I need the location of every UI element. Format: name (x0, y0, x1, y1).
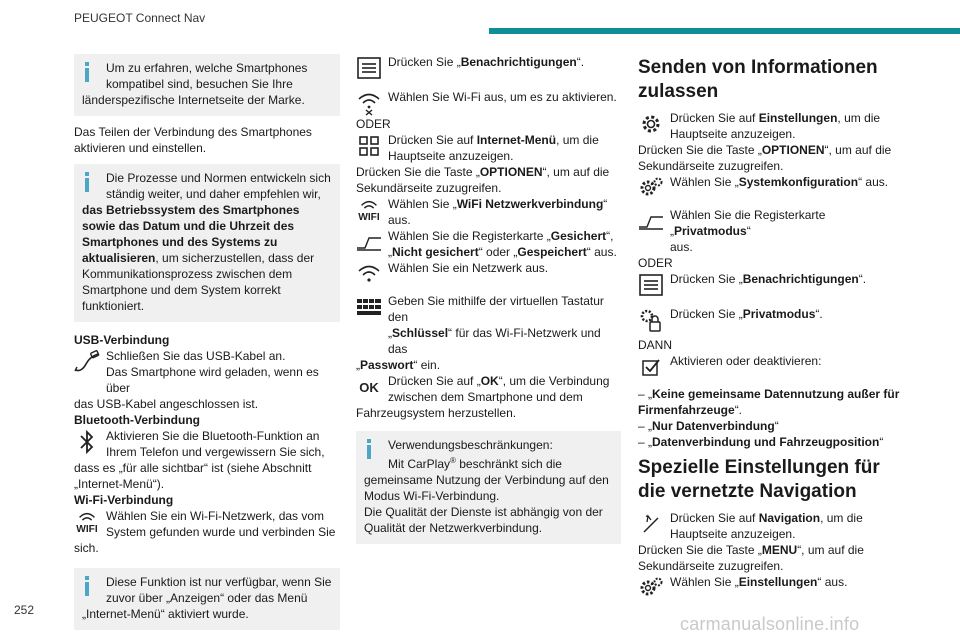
info-note-compatible-phones: Um zu erfahren, welche Smartphones kompatibel sind, besuchen Sie Ihre länderspezifische Internetseite der Marke. (74, 54, 340, 116)
info-note-restrictions: Verwendungsbeschränkungen: Mit CarPlay® beschränkt sich die gemeinsame Nutzung der Verbindung auf den Modus Wi-Fi-Verbindung. Die Qualität der Dienste ist abhängig von der Qualität der Netzwerkverbindung. (356, 431, 621, 544)
tab-icon (638, 208, 664, 234)
header-accent-bar (489, 28, 960, 34)
svg-text:OK: OK (359, 380, 379, 395)
step-system-config: Wählen Sie „Systemkonfiguration“ aus. (638, 174, 906, 201)
step-wifi-activate: Wählen Sie Wi-Fi aus, um es zu aktivieren. (356, 89, 621, 116)
heading-connected-navigation: Spezielle Einstellungen für die vernetzte Navigation (638, 457, 880, 502)
heading-wifi: Wi-Fi-Verbindung (74, 493, 174, 507)
notifications-list-icon (638, 272, 664, 298)
step-navigation: Drücken Sie auf Navigation, um die Hauptseite anzuzeigen. (638, 510, 906, 542)
wifi-off-icon (356, 90, 382, 116)
ok-icon (356, 374, 382, 400)
svg-text:WIFI: WIFI (76, 524, 98, 535)
step-activate-deactivate: Aktivieren oder deaktivieren: (638, 353, 906, 380)
heading-bluetooth: Bluetooth-Verbindung (74, 413, 200, 427)
tab-icon (356, 229, 382, 255)
grid-apps-icon (356, 133, 382, 159)
step-select-tab: Wählen Sie die Registerkarte „Gesichert“, „Nicht gesichert“ oder „Gespeichert“ aus. (356, 228, 621, 260)
oder-label: ODER (356, 117, 391, 131)
info-icon (84, 62, 90, 82)
svg-text:WIFI: WIFI (358, 212, 380, 223)
wifi-label-icon (356, 197, 382, 223)
column-middle: Drücken Sie „Benachrichtigungen“. Wählen Sie Wi-Fi aus, um es zu aktivieren. ODER Drücken Sie auf Internet-Menü, um die Hauptseite anzuzeigen. Drücken Sie die Taste „OPTIONEN“, um auf die Sekundärseite zuzugreifen. WIFI Wählen Sie „WiFi Netzwerkverbindung“ aus. Wählen Sie die Registerkarte „Gesichert“, „Nicht gesichert“ oder „Gespeichert“ aus. Wählen Sie ein Netzwerk aus. Geben Sie mithilfe der virtuellen Tastatur den „Schlüssel“ für das Wi-Fi-Netzwerk und das „Passwort“ ein. OK Drücken Sie auf „OK“, um die Verbindung zwischen dem Smartphone und dem Fahrzeugsystem herzustellen. Verwendungsbeschränkungen: Mit CarPlay® beschränkt sich die gemeinsame Nutzung der Verbindung auf den Modus Wi-Fi-Verbindung. Die Qualität der Dienste ist abhängig von der Qualität der Netzwerkverbindung. (356, 54, 621, 552)
step-notifications: Drücken Sie „Benachrichtigungen“. (356, 54, 621, 81)
step-bluetooth: Aktivieren Sie die Bluetooth-Funktion an Ihrem Telefon und vergewissern Sie sich, (74, 428, 340, 460)
paragraph-sharing: Das Teilen der Verbindung des Smartphones aktivieren und einstellen. (74, 125, 312, 155)
watermark: carmanualsonline.info (680, 614, 860, 634)
step-settings: Drücken Sie auf Einstellungen, um die Hauptseite anzuzeigen. (638, 110, 906, 142)
step-internet-menu: Drücken Sie auf Internet-Menü, um die Hauptseite anzuzeigen. (356, 132, 621, 164)
info-icon (366, 439, 372, 459)
info-note-function-availability: Diese Funktion ist nur verfügbar, wenn Sie zuvor über „Anzeigen“ oder das Menü „Internet-Menü“ aktiviert wurde. (74, 568, 340, 630)
step-wifi-network-connection: WIFI Wählen Sie „WiFi Netzwerkverbindung“ aus. (356, 196, 621, 228)
notifications-list-icon (356, 55, 382, 81)
step-nav-settings: Wählen Sie „Einstellungen“ aus. (638, 574, 906, 601)
step-usb: Schließen Sie das USB-Kabel an. Das Smartphone wird geladen, wenn es über (74, 348, 340, 396)
page-header-title: PEUGEOT Connect Nav (74, 11, 206, 25)
heading-send-information: Senden von Informationen zulassen (638, 57, 878, 102)
privacy-lock-icon (638, 307, 664, 333)
keyboard-icon (356, 294, 382, 320)
column-left: Um zu erfahren, welche Smartphones kompatibel sind, besuchen Sie Ihre länderspezifische Internetseite der Marke. Das Teilen der Verbindung des Smartphones aktivieren und einstellen. Die Prozesse und Normen entwickeln sich ständig weiter, und daher empfehlen wir, das Betriebssystem des Smartphones sowie das Datum und die Uhrzeit des Smartphones und des Systems zu aktualisieren, um sicherzustellen, dass der Kommunikationsprozess zwischen dem Smartphone und dem System korrekt funktioniert. USB-Verbindung Schließen Sie das USB-Kabel an. Das Smartphone wird geladen, wenn es über das USB-Kabel angeschlossen ist. Bluetooth-Verbindung Aktivieren Sie die Bluetooth-Funktion an Ihrem Telefon und vergewissern Sie sich, dass es „für alle sichtbar“ ist (siehe Abschnitt „Internet-Menü“). Wi-Fi-Verbindung WIFI Wählen Sie ein Wi-Fi-Netzwerk, das vom System gefunden wurde und verbinden Sie sich. Diese Funktion ist nur verfügbar, wenn Sie zuvor über „Anzeigen“ oder das Menü „Internet-Menü“ aktiviert wurde. (74, 54, 340, 638)
info-icon (84, 172, 90, 192)
step-private-mode-tab: Wählen Sie die Registerkarte „Privatmodus“ aus. (638, 207, 906, 255)
oder-label: ODER (638, 256, 673, 270)
step-private-mode: Drücken Sie „Privatmodus“. (638, 306, 906, 333)
step-select-network: Wählen Sie ein Netzwerk aus. (356, 260, 621, 287)
gears-icon (638, 575, 664, 601)
bluetooth-icon (74, 429, 100, 455)
page-number: 252 (14, 603, 35, 617)
step-notifications: Drücken Sie „Benachrichtigungen“. (638, 271, 906, 298)
wifi-icon (356, 261, 382, 287)
step-wifi: WIFI Wählen Sie ein Wi-Fi-Netzwerk, das vom System gefunden wurde und verbinden Sie (74, 508, 340, 540)
checkbox-icon (638, 354, 664, 380)
step-keyboard: Geben Sie mithilfe der virtuellen Tastatur den „Schlüssel“ für das Wi-Fi-Netzwerk und das (356, 293, 621, 357)
gears-icon (638, 175, 664, 201)
step-ok: OK Drücken Sie auf „OK“, um die Verbindung zwischen dem Smartphone und dem (356, 373, 621, 405)
usb-cable-icon (74, 349, 100, 375)
gear-icon (638, 111, 664, 137)
column-right: Senden von Informationen zulassen Drücken Sie auf Einstellungen, um die Hauptseite anzuzeigen. Drücken Sie die Taste „OPTIONEN“, um auf die Sekundärseite zuzugreifen. Wählen Sie „Systemkonfiguration“ aus. Wählen Sie die Registerkarte „Privatmodus“ aus. ODER Drücken Sie „Benachrichtigungen“. Drücken Sie „Privatmodus“. DANN Aktivieren oder deaktivieren: – „Keine gemeinsame Datennutzung außer für Firmenfahrzeuge“. – „Nur Datenverbindung“ – „Datenverbindung und Fahrzeugposition“ Spezielle Einstellungen für die vernetzte Navigation Drücken Sie auf Navigation, um die Hauptseite anzuzeigen. Drücken Sie die Taste „MENU“, um auf die Sekundärseite zuzugreifen. Wählen Sie „Einstellungen“ aus. (638, 54, 906, 601)
dann-label: DANN (638, 338, 673, 352)
info-note-updates: Die Prozesse und Normen entwickeln sich ständig weiter, und daher empfehlen wir, das Betriebssystem des Smartphones sowie das Datum und die Uhrzeit des Smartphones und des Systems zu aktualisieren, um sicherzustellen, dass der Kommunikationsprozess zwischen dem Smartphone und dem System korrekt funktioniert. (74, 164, 340, 322)
wifi-label-icon (74, 509, 100, 535)
navigation-arrow-icon (638, 511, 664, 537)
heading-usb: USB-Verbindung (74, 333, 170, 347)
info-icon (84, 576, 90, 596)
